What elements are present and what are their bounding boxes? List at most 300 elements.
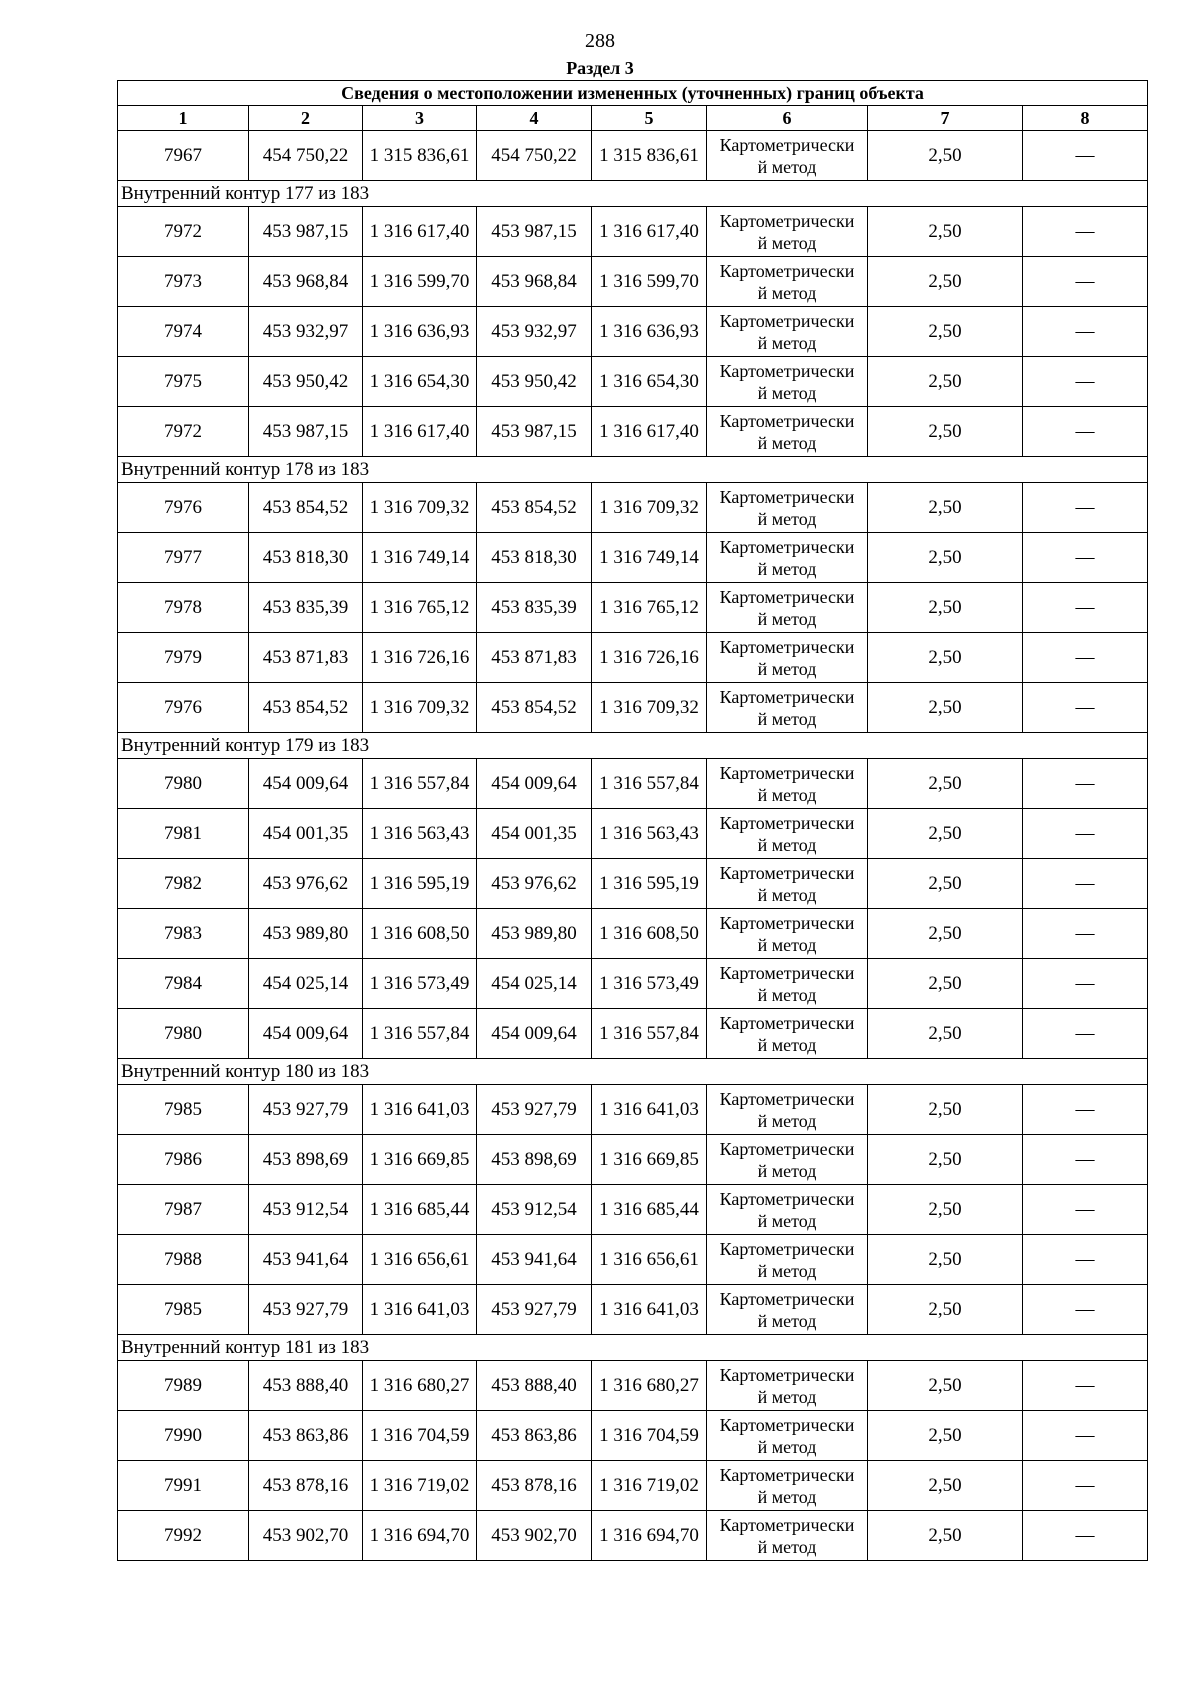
x-coordinate-cell: 454 001,35: [249, 809, 363, 859]
y-coordinate-cell: 1 316 719,02: [363, 1461, 477, 1511]
y-coordinate-new-cell: 1 316 563,43: [592, 809, 707, 859]
method-text-line1: Картометрически: [719, 1514, 855, 1535]
x-coordinate-cell: 453 835,39: [249, 583, 363, 633]
table-row: [118, 759, 1148, 809]
x-coordinate-cell: 453 854,52: [249, 683, 363, 733]
point-number-cell: 7979: [118, 633, 249, 683]
y-coordinate-cell: 1 316 636,93: [363, 307, 477, 357]
x-coordinate-new-cell: 453 987,15: [477, 407, 592, 457]
method-cell: [707, 959, 868, 1009]
x-coordinate-cell: 453 902,70: [249, 1511, 363, 1561]
accuracy-cell: 2,50: [868, 1009, 1023, 1059]
method-cell: [707, 759, 868, 809]
y-coordinate-new-cell: 1 316 641,03: [592, 1085, 707, 1135]
y-coordinate-cell: 1 316 599,70: [363, 257, 477, 307]
column-number: 6: [707, 106, 868, 131]
table-row: [118, 583, 1148, 633]
y-coordinate-new-cell: 1 316 726,16: [592, 633, 707, 683]
point-number-cell: 7973: [118, 257, 249, 307]
accuracy-cell: 2,50: [868, 583, 1023, 633]
method-text-line1: Картометрически: [719, 762, 855, 783]
x-coordinate-new-cell: 453 987,15: [477, 207, 592, 257]
method-cell: [707, 131, 868, 181]
method-cell: [707, 407, 868, 457]
accuracy-cell: 2,50: [868, 1511, 1023, 1561]
method-text-line2: й метод: [757, 1110, 817, 1131]
note-cell: —: [1023, 357, 1148, 407]
y-coordinate-cell: 1 316 641,03: [363, 1285, 477, 1335]
method-text-line1: Картометрически: [719, 962, 855, 983]
method-text-line1: Картометрически: [719, 1414, 855, 1435]
contour-label: Внутренний контур 180 из 183: [118, 1059, 1148, 1085]
note-cell: —: [1023, 1009, 1148, 1059]
table-row: [118, 1009, 1148, 1059]
x-coordinate-new-cell: 453 898,69: [477, 1135, 592, 1185]
method-text-line2: й метод: [757, 884, 817, 905]
y-coordinate-cell: 1 316 669,85: [363, 1135, 477, 1185]
column-number: 3: [363, 106, 477, 131]
y-coordinate-new-cell: 1 316 656,61: [592, 1235, 707, 1285]
column-number: 5: [592, 106, 707, 131]
method-cell: [707, 859, 868, 909]
y-coordinate-cell: 1 316 765,12: [363, 583, 477, 633]
contour-header-row: [118, 181, 1148, 207]
method-text-line2: й метод: [757, 658, 817, 679]
accuracy-cell: 2,50: [868, 407, 1023, 457]
y-coordinate-new-cell: 1 316 636,93: [592, 307, 707, 357]
y-coordinate-cell: 1 316 557,84: [363, 759, 477, 809]
y-coordinate-new-cell: 1 316 617,40: [592, 207, 707, 257]
table-row: [118, 1185, 1148, 1235]
note-cell: —: [1023, 633, 1148, 683]
accuracy-cell: 2,50: [868, 131, 1023, 181]
point-number-cell: 7989: [118, 1361, 249, 1411]
y-coordinate-new-cell: 1 316 595,19: [592, 859, 707, 909]
x-coordinate-new-cell: 453 989,80: [477, 909, 592, 959]
point-number-cell: 7991: [118, 1461, 249, 1511]
x-coordinate-cell: 453 878,16: [249, 1461, 363, 1511]
point-number-cell: 7976: [118, 483, 249, 533]
table-row: [118, 1461, 1148, 1511]
x-coordinate-new-cell: 454 009,64: [477, 759, 592, 809]
method-text-line1: Картометрически: [719, 1238, 855, 1259]
accuracy-cell: 2,50: [868, 207, 1023, 257]
method-cell: [707, 1285, 868, 1335]
method-cell: [707, 1085, 868, 1135]
accuracy-cell: 2,50: [868, 1411, 1023, 1461]
method-text-line2: й метод: [757, 1536, 817, 1557]
method-text-line2: й метод: [757, 1210, 817, 1231]
y-coordinate-cell: 1 316 709,32: [363, 483, 477, 533]
x-coordinate-cell: 453 912,54: [249, 1185, 363, 1235]
method-text-line1: Картометрически: [719, 486, 855, 507]
x-coordinate-cell: 453 968,84: [249, 257, 363, 307]
note-cell: —: [1023, 207, 1148, 257]
method-text-line2: й метод: [757, 282, 817, 303]
note-cell: —: [1023, 583, 1148, 633]
accuracy-cell: 2,50: [868, 483, 1023, 533]
y-coordinate-new-cell: 1 316 749,14: [592, 533, 707, 583]
accuracy-cell: 2,50: [868, 683, 1023, 733]
method-cell: [707, 633, 868, 683]
point-number-cell: 7976: [118, 683, 249, 733]
column-number: 1: [118, 106, 249, 131]
point-number-cell: 7978: [118, 583, 249, 633]
x-coordinate-cell: 453 863,86: [249, 1411, 363, 1461]
point-number-cell: 7972: [118, 407, 249, 457]
method-cell: [707, 483, 868, 533]
y-coordinate-new-cell: 1 316 685,44: [592, 1185, 707, 1235]
x-coordinate-cell: 453 927,79: [249, 1285, 363, 1335]
table-row: [118, 809, 1148, 859]
method-cell: [707, 1361, 868, 1411]
y-coordinate-cell: 1 316 608,50: [363, 909, 477, 959]
method-text-line1: Картометрически: [719, 210, 855, 231]
x-coordinate-cell: 453 987,15: [249, 207, 363, 257]
y-coordinate-cell: 1 316 656,61: [363, 1235, 477, 1285]
accuracy-cell: 2,50: [868, 533, 1023, 583]
accuracy-cell: 2,50: [868, 1185, 1023, 1235]
method-text-line1: Картометрически: [719, 862, 855, 883]
y-coordinate-cell: 1 316 573,49: [363, 959, 477, 1009]
accuracy-cell: 2,50: [868, 859, 1023, 909]
method-cell: [707, 1185, 868, 1235]
x-coordinate-cell: 453 976,62: [249, 859, 363, 909]
y-coordinate-new-cell: 1 316 719,02: [592, 1461, 707, 1511]
point-number-cell: 7980: [118, 759, 249, 809]
y-coordinate-new-cell: 1 316 765,12: [592, 583, 707, 633]
x-coordinate-new-cell: 453 976,62: [477, 859, 592, 909]
contour-header-row: [118, 457, 1148, 483]
note-cell: —: [1023, 1361, 1148, 1411]
x-coordinate-new-cell: 453 932,97: [477, 307, 592, 357]
method-text-line2: й метод: [757, 1436, 817, 1457]
column-number: 7: [868, 106, 1023, 131]
point-number-cell: 7984: [118, 959, 249, 1009]
x-coordinate-cell: 453 989,80: [249, 909, 363, 959]
method-text-line1: Картометрически: [719, 536, 855, 557]
table-title-row: [118, 81, 1148, 106]
y-coordinate-new-cell: 1 316 557,84: [592, 759, 707, 809]
note-cell: —: [1023, 809, 1148, 859]
method-text-line2: й метод: [757, 708, 817, 729]
y-coordinate-new-cell: 1 316 557,84: [592, 1009, 707, 1059]
method-cell: [707, 533, 868, 583]
table-row: [118, 633, 1148, 683]
method-cell: [707, 257, 868, 307]
contour-label: Внутренний контур 181 из 183: [118, 1335, 1148, 1361]
y-coordinate-new-cell: 1 315 836,61: [592, 131, 707, 181]
method-text-line2: й метод: [757, 984, 817, 1005]
point-number-cell: 7974: [118, 307, 249, 357]
x-coordinate-new-cell: 453 871,83: [477, 633, 592, 683]
method-text-line1: Картометрически: [719, 1012, 855, 1033]
y-coordinate-cell: 1 316 685,44: [363, 1185, 477, 1235]
table-row: [118, 683, 1148, 733]
accuracy-cell: 2,50: [868, 1285, 1023, 1335]
y-coordinate-new-cell: 1 316 709,32: [592, 483, 707, 533]
point-number-cell: 7986: [118, 1135, 249, 1185]
point-number-cell: 7972: [118, 207, 249, 257]
y-coordinate-cell: 1 316 641,03: [363, 1085, 477, 1135]
method-text-line2: й метод: [757, 934, 817, 955]
contour-label: Внутренний контур 179 из 183: [118, 733, 1148, 759]
x-coordinate-cell: 453 818,30: [249, 533, 363, 583]
method-text-line1: Картометрически: [719, 636, 855, 657]
x-coordinate-new-cell: 453 854,52: [477, 483, 592, 533]
table-row: [118, 533, 1148, 583]
table-row: [118, 1361, 1148, 1411]
note-cell: —: [1023, 1085, 1148, 1135]
y-coordinate-new-cell: 1 316 709,32: [592, 683, 707, 733]
y-coordinate-cell: 1 316 617,40: [363, 207, 477, 257]
table-row: [118, 1411, 1148, 1461]
method-text-line1: Картометрически: [719, 134, 855, 155]
y-coordinate-new-cell: 1 316 617,40: [592, 407, 707, 457]
table-row: [118, 1285, 1148, 1335]
y-coordinate-cell: 1 316 563,43: [363, 809, 477, 859]
method-cell: [707, 683, 868, 733]
x-coordinate-cell: 454 025,14: [249, 959, 363, 1009]
y-coordinate-cell: 1 316 749,14: [363, 533, 477, 583]
table-row: [118, 257, 1148, 307]
accuracy-cell: 2,50: [868, 959, 1023, 1009]
note-cell: —: [1023, 1461, 1148, 1511]
method-text-line2: й метод: [757, 558, 817, 579]
y-coordinate-new-cell: 1 316 654,30: [592, 357, 707, 407]
method-text-line1: Картометрически: [719, 1364, 855, 1385]
method-text-line1: Картометрически: [719, 1288, 855, 1309]
method-text-line1: Картометрически: [719, 912, 855, 933]
x-coordinate-new-cell: 453 818,30: [477, 533, 592, 583]
method-text-line2: й метод: [757, 608, 817, 629]
method-cell: [707, 1135, 868, 1185]
x-coordinate-cell: 454 009,64: [249, 759, 363, 809]
note-cell: —: [1023, 407, 1148, 457]
method-cell: [707, 207, 868, 257]
column-number: 4: [477, 106, 592, 131]
point-number-cell: 7985: [118, 1285, 249, 1335]
y-coordinate-cell: 1 316 557,84: [363, 1009, 477, 1059]
method-text-line2: й метод: [757, 1486, 817, 1507]
note-cell: —: [1023, 1135, 1148, 1185]
y-coordinate-new-cell: 1 316 680,27: [592, 1361, 707, 1411]
y-coordinate-new-cell: 1 316 704,59: [592, 1411, 707, 1461]
accuracy-cell: 2,50: [868, 759, 1023, 809]
method-cell: [707, 583, 868, 633]
table-title: Сведения о местоположении измененных (уточненных) границ объекта: [118, 81, 1148, 106]
x-coordinate-new-cell: 453 927,79: [477, 1085, 592, 1135]
method-cell: [707, 909, 868, 959]
point-number-cell: 7967: [118, 131, 249, 181]
method-text-line2: й метод: [757, 834, 817, 855]
y-coordinate-new-cell: 1 316 608,50: [592, 909, 707, 959]
boundary-table: [117, 80, 1148, 1561]
x-coordinate-new-cell: 453 835,39: [477, 583, 592, 633]
point-number-cell: 7988: [118, 1235, 249, 1285]
x-coordinate-new-cell: 453 854,52: [477, 683, 592, 733]
table-row: [118, 859, 1148, 909]
method-text-line1: Картометрически: [719, 260, 855, 281]
y-coordinate-new-cell: 1 316 599,70: [592, 257, 707, 307]
x-coordinate-new-cell: 454 009,64: [477, 1009, 592, 1059]
contour-header-row: [118, 1059, 1148, 1085]
x-coordinate-new-cell: 453 927,79: [477, 1285, 592, 1335]
method-cell: [707, 1009, 868, 1059]
y-coordinate-cell: 1 316 617,40: [363, 407, 477, 457]
y-coordinate-cell: 1 316 694,70: [363, 1511, 477, 1561]
point-number-cell: 7983: [118, 909, 249, 959]
note-cell: —: [1023, 1285, 1148, 1335]
method-text-line1: Картометрически: [719, 586, 855, 607]
x-coordinate-cell: 453 932,97: [249, 307, 363, 357]
method-text-line1: Картометрически: [719, 360, 855, 381]
accuracy-cell: 2,50: [868, 1085, 1023, 1135]
method-text-line1: Картометрически: [719, 812, 855, 833]
method-text-line1: Картометрически: [719, 1464, 855, 1485]
method-text-line1: Картометрически: [719, 1138, 855, 1159]
note-cell: —: [1023, 483, 1148, 533]
method-cell: [707, 809, 868, 859]
section-title: Раздел 3: [566, 58, 634, 78]
method-cell: [707, 307, 868, 357]
method-text-line2: й метод: [757, 1034, 817, 1055]
method-cell: [707, 1235, 868, 1285]
table-row: [118, 909, 1148, 959]
note-cell: —: [1023, 533, 1148, 583]
accuracy-cell: 2,50: [868, 809, 1023, 859]
y-coordinate-cell: 1 316 704,59: [363, 1411, 477, 1461]
x-coordinate-cell: 453 888,40: [249, 1361, 363, 1411]
point-number-cell: 7985: [118, 1085, 249, 1135]
contour-label: Внутренний контур 178 из 183: [118, 457, 1148, 483]
point-number-cell: 7981: [118, 809, 249, 859]
method-text-line2: й метод: [757, 1310, 817, 1331]
method-text-line2: й метод: [757, 784, 817, 805]
method-text-line2: й метод: [757, 1160, 817, 1181]
method-text-line2: й метод: [757, 432, 817, 453]
point-number-cell: 7982: [118, 859, 249, 909]
accuracy-cell: 2,50: [868, 1235, 1023, 1285]
y-coordinate-cell: 1 316 595,19: [363, 859, 477, 909]
accuracy-cell: 2,50: [868, 1461, 1023, 1511]
method-cell: [707, 1511, 868, 1561]
x-coordinate-cell: 454 750,22: [249, 131, 363, 181]
method-text-line1: Картометрически: [719, 1088, 855, 1109]
point-number-cell: 7980: [118, 1009, 249, 1059]
y-coordinate-new-cell: 1 316 694,70: [592, 1511, 707, 1561]
column-number-row: [118, 106, 1148, 131]
table-row: [118, 357, 1148, 407]
x-coordinate-new-cell: 453 888,40: [477, 1361, 592, 1411]
contour-header-row: [118, 1335, 1148, 1361]
point-number-cell: 7992: [118, 1511, 249, 1561]
table-row: [118, 483, 1148, 533]
y-coordinate-cell: 1 316 709,32: [363, 683, 477, 733]
point-number-cell: 7975: [118, 357, 249, 407]
method-text-line1: Картометрически: [719, 310, 855, 331]
method-cell: [707, 1461, 868, 1511]
note-cell: —: [1023, 1511, 1148, 1561]
x-coordinate-cell: 453 941,64: [249, 1235, 363, 1285]
table-row: [118, 1235, 1148, 1285]
y-coordinate-new-cell: 1 316 669,85: [592, 1135, 707, 1185]
y-coordinate-new-cell: 1 316 573,49: [592, 959, 707, 1009]
table-row: [118, 959, 1148, 1009]
table-row: [118, 207, 1148, 257]
y-coordinate-new-cell: 1 316 641,03: [592, 1285, 707, 1335]
note-cell: —: [1023, 909, 1148, 959]
note-cell: —: [1023, 307, 1148, 357]
point-number-cell: 7990: [118, 1411, 249, 1461]
method-text-line2: й метод: [757, 156, 817, 177]
x-coordinate-cell: 453 950,42: [249, 357, 363, 407]
method-cell: [707, 1411, 868, 1461]
x-coordinate-cell: 453 871,83: [249, 633, 363, 683]
point-number-cell: 7977: [118, 533, 249, 583]
x-coordinate-new-cell: 453 941,64: [477, 1235, 592, 1285]
accuracy-cell: 2,50: [868, 357, 1023, 407]
method-text-line2: й метод: [757, 332, 817, 353]
method-text-line2: й метод: [757, 382, 817, 403]
note-cell: —: [1023, 257, 1148, 307]
contour-header-row: [118, 733, 1148, 759]
note-cell: —: [1023, 959, 1148, 1009]
y-coordinate-cell: 1 315 836,61: [363, 131, 477, 181]
accuracy-cell: 2,50: [868, 257, 1023, 307]
column-number: 8: [1023, 106, 1148, 131]
table-row: [118, 1511, 1148, 1561]
method-text-line1: Картометрически: [719, 1188, 855, 1209]
method-text-line1: Картометрически: [719, 686, 855, 707]
table-row: [118, 1085, 1148, 1135]
x-coordinate-new-cell: 453 950,42: [477, 357, 592, 407]
x-coordinate-new-cell: 453 878,16: [477, 1461, 592, 1511]
method-text-line2: й метод: [757, 508, 817, 529]
x-coordinate-cell: 453 898,69: [249, 1135, 363, 1185]
accuracy-cell: 2,50: [868, 1361, 1023, 1411]
point-number-cell: 7987: [118, 1185, 249, 1235]
x-coordinate-cell: 453 927,79: [249, 1085, 363, 1135]
method-text-line2: й метод: [757, 1260, 817, 1281]
x-coordinate-cell: 453 854,52: [249, 483, 363, 533]
x-coordinate-new-cell: 453 968,84: [477, 257, 592, 307]
x-coordinate-new-cell: 454 001,35: [477, 809, 592, 859]
x-coordinate-new-cell: 453 902,70: [477, 1511, 592, 1561]
table-row: [118, 307, 1148, 357]
accuracy-cell: 2,50: [868, 909, 1023, 959]
note-cell: —: [1023, 859, 1148, 909]
accuracy-cell: 2,50: [868, 633, 1023, 683]
table-row: [118, 131, 1148, 181]
y-coordinate-cell: 1 316 654,30: [363, 357, 477, 407]
method-cell: [707, 357, 868, 407]
page-number: 288: [585, 30, 615, 52]
contour-label: Внутренний контур 177 из 183: [118, 181, 1148, 207]
x-coordinate-new-cell: 453 863,86: [477, 1411, 592, 1461]
note-cell: —: [1023, 131, 1148, 181]
table-row: [118, 1135, 1148, 1185]
x-coordinate-new-cell: 454 025,14: [477, 959, 592, 1009]
x-coordinate-cell: 454 009,64: [249, 1009, 363, 1059]
table-row: [118, 407, 1148, 457]
note-cell: —: [1023, 683, 1148, 733]
method-text-line2: й метод: [757, 1386, 817, 1407]
y-coordinate-cell: 1 316 680,27: [363, 1361, 477, 1411]
accuracy-cell: 2,50: [868, 1135, 1023, 1185]
y-coordinate-cell: 1 316 726,16: [363, 633, 477, 683]
x-coordinate-cell: 453 987,15: [249, 407, 363, 457]
